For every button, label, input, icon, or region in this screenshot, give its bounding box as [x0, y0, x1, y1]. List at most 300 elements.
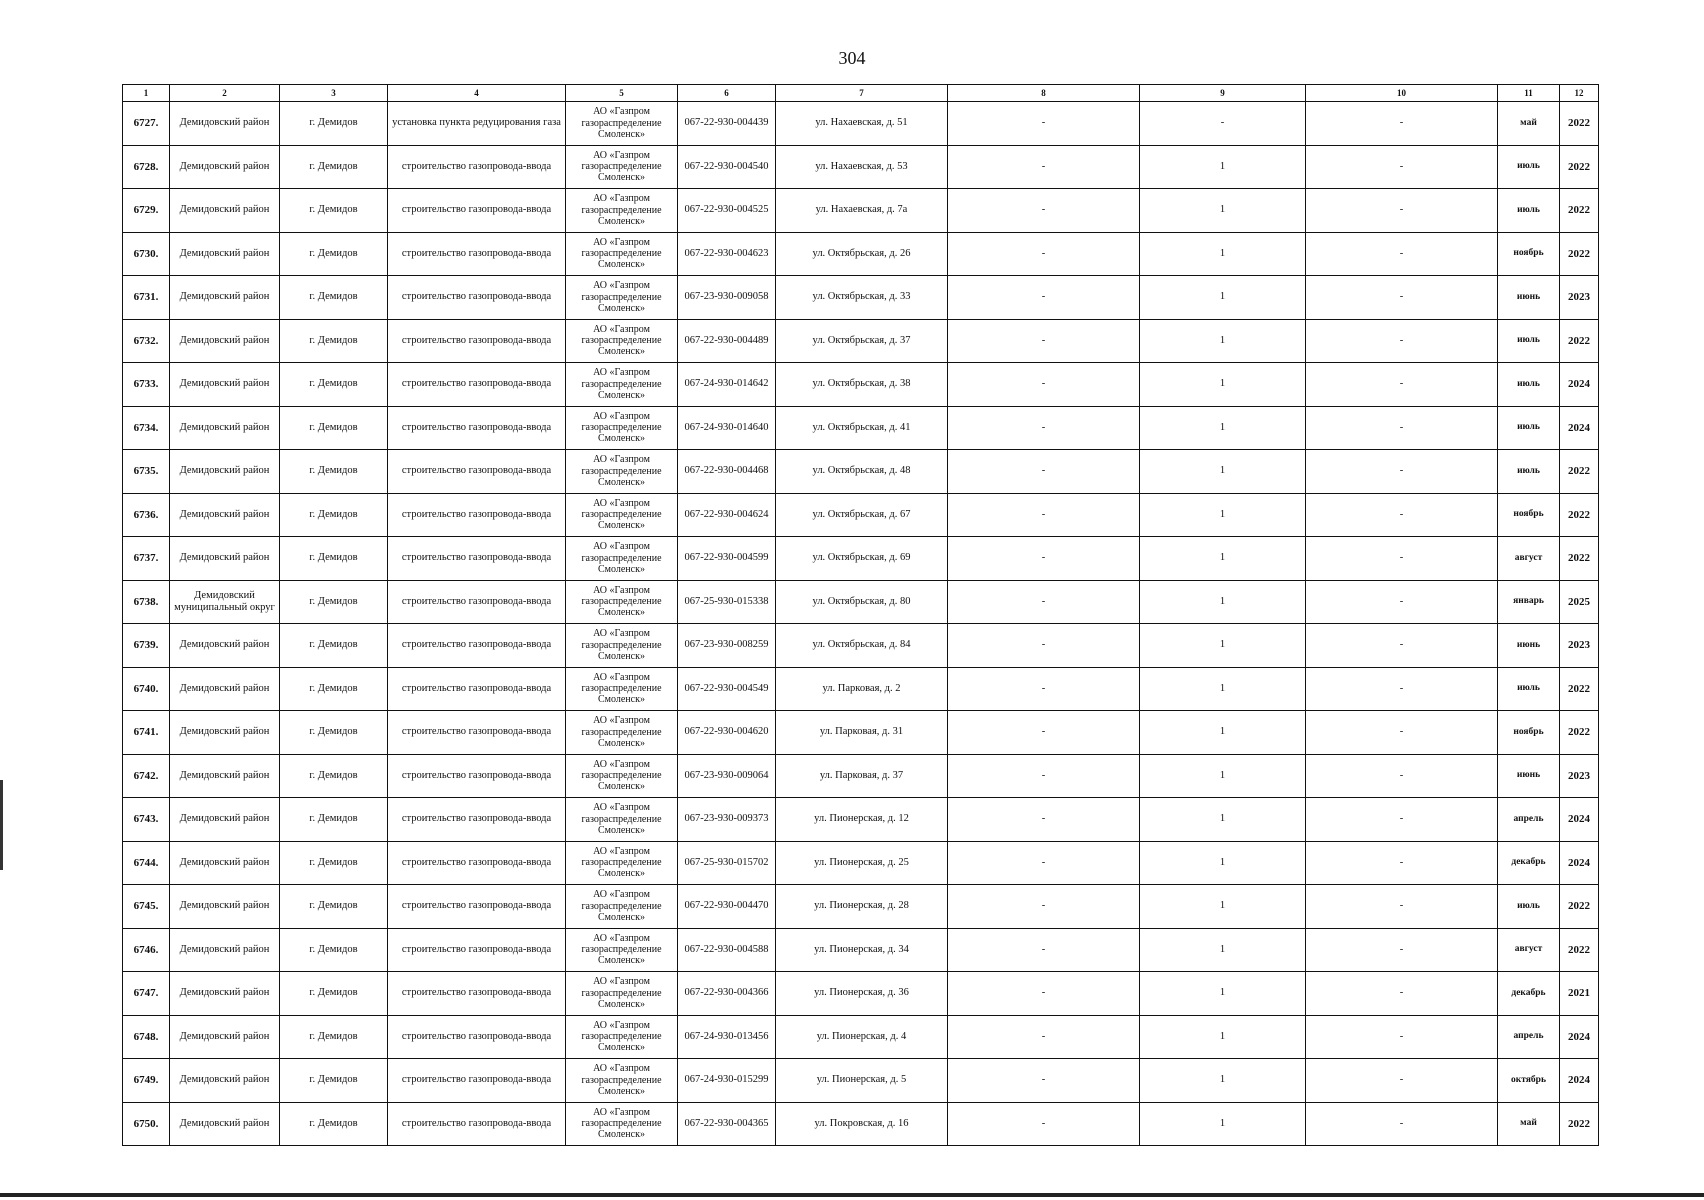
- address-cell: ул. Нахаевская, д. 53: [776, 145, 948, 189]
- district-cell: Демидовский район: [170, 885, 280, 929]
- row-number-cell: 6747.: [123, 972, 170, 1016]
- application-code-cell: 067-22-930-004540: [678, 145, 776, 189]
- column-9-value-cell: 1: [1140, 928, 1306, 972]
- month-cell: май: [1498, 102, 1560, 146]
- address-cell: ул. Пионерская, д. 28: [776, 885, 948, 929]
- column-header: 2: [170, 85, 280, 102]
- organization-cell: АО «Газпром газораспределение Смоленск»: [566, 450, 678, 494]
- work-type-cell: строительство газопровода-ввода: [388, 798, 566, 842]
- bottom-rule: [0, 1193, 1704, 1197]
- month-cell: апрель: [1498, 1015, 1560, 1059]
- work-type-cell: строительство газопровода-ввода: [388, 189, 566, 233]
- application-code-cell: 067-22-930-004366: [678, 972, 776, 1016]
- column-9-value-cell: 1: [1140, 406, 1306, 450]
- month-cell: июль: [1498, 319, 1560, 363]
- address-cell: ул. Парковая, д. 31: [776, 711, 948, 755]
- address-cell: ул. Октябрьская, д. 41: [776, 406, 948, 450]
- organization-cell: АО «Газпром газораспределение Смоленск»: [566, 885, 678, 929]
- application-code-cell: 067-22-930-004588: [678, 928, 776, 972]
- column-10-value-cell: -: [1306, 450, 1498, 494]
- row-number-cell: 6739.: [123, 624, 170, 668]
- table-row: [123, 363, 1599, 407]
- column-9-value-cell: 1: [1140, 885, 1306, 929]
- column-9-value-cell: 1: [1140, 711, 1306, 755]
- month-cell: август: [1498, 928, 1560, 972]
- year-cell: 2023: [1560, 754, 1599, 798]
- row-number-cell: 6736.: [123, 493, 170, 537]
- settlement-cell: г. Демидов: [280, 232, 388, 276]
- page-number: 304: [838, 48, 866, 68]
- column-8-value-cell: -: [948, 928, 1140, 972]
- work-type-cell: строительство газопровода-ввода: [388, 928, 566, 972]
- address-cell: ул. Пионерская, д. 36: [776, 972, 948, 1016]
- address-cell: ул. Октябрьская, д. 38: [776, 363, 948, 407]
- column-header: 12: [1560, 85, 1599, 102]
- column-10-value-cell: -: [1306, 798, 1498, 842]
- year-cell: 2022: [1560, 450, 1599, 494]
- column-9-value-cell: 1: [1140, 580, 1306, 624]
- settlement-cell: г. Демидов: [280, 189, 388, 233]
- row-number-cell: 6733.: [123, 363, 170, 407]
- work-type-cell: строительство газопровода-ввода: [388, 276, 566, 320]
- application-code-cell: 067-22-930-004525: [678, 189, 776, 233]
- application-code-cell: 067-24-930-014640: [678, 406, 776, 450]
- organization-cell: АО «Газпром газораспределение Смоленск»: [566, 145, 678, 189]
- district-cell: Демидовский район: [170, 319, 280, 363]
- organization-cell: АО «Газпром газораспределение Смоленск»: [566, 102, 678, 146]
- table-row: [123, 711, 1599, 755]
- year-cell: 2023: [1560, 276, 1599, 320]
- organization-cell: АО «Газпром газораспределение Смоленск»: [566, 363, 678, 407]
- column-10-value-cell: -: [1306, 624, 1498, 668]
- column-10-value-cell: -: [1306, 754, 1498, 798]
- column-10-value-cell: -: [1306, 885, 1498, 929]
- work-type-cell: строительство газопровода-ввода: [388, 754, 566, 798]
- column-header: 1: [123, 85, 170, 102]
- column-9-value-cell: 1: [1140, 972, 1306, 1016]
- row-number-cell: 6735.: [123, 450, 170, 494]
- organization-cell: АО «Газпром газораспределение Смоленск»: [566, 1102, 678, 1146]
- table-row: [123, 928, 1599, 972]
- column-8-value-cell: -: [948, 972, 1140, 1016]
- month-cell: июль: [1498, 406, 1560, 450]
- application-code-cell: 067-22-930-004620: [678, 711, 776, 755]
- column-10-value-cell: -: [1306, 406, 1498, 450]
- settlement-cell: г. Демидов: [280, 363, 388, 407]
- work-type-cell: строительство газопровода-ввода: [388, 363, 566, 407]
- year-cell: 2024: [1560, 798, 1599, 842]
- month-cell: июнь: [1498, 754, 1560, 798]
- scan-margin-mark: [0, 780, 3, 870]
- settlement-cell: г. Демидов: [280, 406, 388, 450]
- table-row: [123, 450, 1599, 494]
- table-row: [123, 580, 1599, 624]
- row-number-cell: 6745.: [123, 885, 170, 929]
- month-cell: июль: [1498, 145, 1560, 189]
- table-row: [123, 624, 1599, 668]
- organization-cell: АО «Газпром газораспределение Смоленск»: [566, 493, 678, 537]
- application-code-cell: 067-23-930-009064: [678, 754, 776, 798]
- column-header: 8: [948, 85, 1140, 102]
- column-9-value-cell: 1: [1140, 1059, 1306, 1103]
- address-cell: ул. Парковая, д. 37: [776, 754, 948, 798]
- year-cell: 2022: [1560, 537, 1599, 581]
- organization-cell: АО «Газпром газораспределение Смоленск»: [566, 189, 678, 233]
- settlement-cell: г. Демидов: [280, 841, 388, 885]
- column-header: 11: [1498, 85, 1560, 102]
- column-header: 4: [388, 85, 566, 102]
- table-row: [123, 189, 1599, 233]
- row-number-cell: 6732.: [123, 319, 170, 363]
- table-row: [123, 406, 1599, 450]
- application-code-cell: 067-22-930-004599: [678, 537, 776, 581]
- table-row: [123, 102, 1599, 146]
- month-cell: июнь: [1498, 276, 1560, 320]
- settlement-cell: г. Демидов: [280, 580, 388, 624]
- organization-cell: АО «Газпром газораспределение Смоленск»: [566, 1059, 678, 1103]
- column-8-value-cell: -: [948, 1015, 1140, 1059]
- table-row: [123, 537, 1599, 581]
- work-type-cell: строительство газопровода-ввода: [388, 145, 566, 189]
- address-cell: ул. Октябрьская, д. 26: [776, 232, 948, 276]
- column-8-value-cell: -: [948, 406, 1140, 450]
- organization-cell: АО «Газпром газораспределение Смоленск»: [566, 276, 678, 320]
- column-9-value-cell: 1: [1140, 754, 1306, 798]
- column-9-value-cell: 1: [1140, 363, 1306, 407]
- organization-cell: АО «Газпром газораспределение Смоленск»: [566, 798, 678, 842]
- column-9-value-cell: 1: [1140, 1015, 1306, 1059]
- district-cell: Демидовский район: [170, 189, 280, 233]
- column-9-value-cell: 1: [1140, 189, 1306, 233]
- application-code-cell: 067-24-930-015299: [678, 1059, 776, 1103]
- column-10-value-cell: -: [1306, 189, 1498, 233]
- column-8-value-cell: -: [948, 798, 1140, 842]
- year-cell: 2022: [1560, 319, 1599, 363]
- column-8-value-cell: -: [948, 319, 1140, 363]
- organization-cell: АО «Газпром газораспределение Смоленск»: [566, 972, 678, 1016]
- settlement-cell: г. Демидов: [280, 1102, 388, 1146]
- settlement-cell: г. Демидов: [280, 1059, 388, 1103]
- application-code-cell: 067-22-930-004470: [678, 885, 776, 929]
- row-number-cell: 6749.: [123, 1059, 170, 1103]
- district-cell: Демидовский район: [170, 754, 280, 798]
- year-cell: 2024: [1560, 363, 1599, 407]
- row-number-cell: 6731.: [123, 276, 170, 320]
- column-8-value-cell: -: [948, 841, 1140, 885]
- work-type-cell: строительство газопровода-ввода: [388, 972, 566, 1016]
- district-cell: Демидовский район: [170, 841, 280, 885]
- column-9-value-cell: 1: [1140, 667, 1306, 711]
- month-cell: октябрь: [1498, 1059, 1560, 1103]
- month-cell: июль: [1498, 667, 1560, 711]
- organization-cell: АО «Газпром газораспределение Смоленск»: [566, 406, 678, 450]
- application-code-cell: 067-22-930-004365: [678, 1102, 776, 1146]
- row-number-cell: 6729.: [123, 189, 170, 233]
- organization-cell: АО «Газпром газораспределение Смоленск»: [566, 667, 678, 711]
- column-10-value-cell: -: [1306, 145, 1498, 189]
- table-row: [123, 798, 1599, 842]
- district-cell: Демидовский район: [170, 493, 280, 537]
- application-code-cell: 067-24-930-014642: [678, 363, 776, 407]
- row-number-cell: 6737.: [123, 537, 170, 581]
- address-cell: ул. Пионерская, д. 12: [776, 798, 948, 842]
- table-row: [123, 841, 1599, 885]
- year-cell: 2024: [1560, 406, 1599, 450]
- table-row: [123, 885, 1599, 929]
- address-cell: ул. Пионерская, д. 5: [776, 1059, 948, 1103]
- address-cell: ул. Октябрьская, д. 84: [776, 624, 948, 668]
- district-cell: Демидовский район: [170, 406, 280, 450]
- column-header: 6: [678, 85, 776, 102]
- district-cell: Демидовский район: [170, 276, 280, 320]
- row-number-cell: 6743.: [123, 798, 170, 842]
- year-cell: 2025: [1560, 580, 1599, 624]
- column-header: 10: [1306, 85, 1498, 102]
- district-cell: Демидовский район: [170, 928, 280, 972]
- column-9-value-cell: 1: [1140, 450, 1306, 494]
- year-cell: 2022: [1560, 928, 1599, 972]
- table-row: [123, 319, 1599, 363]
- organization-cell: АО «Газпром газораспределение Смоленск»: [566, 711, 678, 755]
- row-number-cell: 6742.: [123, 754, 170, 798]
- column-8-value-cell: -: [948, 624, 1140, 668]
- table-body: [123, 102, 1599, 1146]
- column-8-value-cell: -: [948, 363, 1140, 407]
- year-cell: 2022: [1560, 711, 1599, 755]
- month-cell: январь: [1498, 580, 1560, 624]
- row-number-cell: 6746.: [123, 928, 170, 972]
- year-cell: 2024: [1560, 1059, 1599, 1103]
- row-number-cell: 6744.: [123, 841, 170, 885]
- row-number-cell: 6727.: [123, 102, 170, 146]
- year-cell: 2023: [1560, 624, 1599, 668]
- column-10-value-cell: -: [1306, 1059, 1498, 1103]
- address-cell: ул. Октябрьская, д. 67: [776, 493, 948, 537]
- organization-cell: АО «Газпром газораспределение Смоленск»: [566, 841, 678, 885]
- work-type-cell: строительство газопровода-ввода: [388, 711, 566, 755]
- column-9-value-cell: 1: [1140, 493, 1306, 537]
- settlement-cell: г. Демидов: [280, 798, 388, 842]
- month-cell: июль: [1498, 450, 1560, 494]
- column-header: 3: [280, 85, 388, 102]
- column-8-value-cell: -: [948, 493, 1140, 537]
- application-code-cell: 067-23-930-009058: [678, 276, 776, 320]
- column-9-value-cell: -: [1140, 102, 1306, 146]
- row-number-cell: 6734.: [123, 406, 170, 450]
- district-cell: Демидовский район: [170, 711, 280, 755]
- column-9-value-cell: 1: [1140, 232, 1306, 276]
- column-10-value-cell: -: [1306, 972, 1498, 1016]
- column-10-value-cell: -: [1306, 102, 1498, 146]
- table-row: [123, 1059, 1599, 1103]
- column-10-value-cell: -: [1306, 319, 1498, 363]
- district-cell: Демидовский район: [170, 1102, 280, 1146]
- address-cell: ул. Пионерская, д. 25: [776, 841, 948, 885]
- column-10-value-cell: -: [1306, 1102, 1498, 1146]
- district-cell: Демидовский район: [170, 667, 280, 711]
- column-10-value-cell: -: [1306, 493, 1498, 537]
- district-cell: Демидовский район: [170, 363, 280, 407]
- row-number-cell: 6738.: [123, 580, 170, 624]
- table-row: [123, 1015, 1599, 1059]
- month-cell: декабрь: [1498, 972, 1560, 1016]
- district-cell: Демидовский район: [170, 102, 280, 146]
- organization-cell: АО «Газпром газораспределение Смоленск»: [566, 928, 678, 972]
- year-cell: 2022: [1560, 493, 1599, 537]
- work-type-cell: строительство газопровода-ввода: [388, 1059, 566, 1103]
- settlement-cell: г. Демидов: [280, 972, 388, 1016]
- settlement-cell: г. Демидов: [280, 102, 388, 146]
- district-cell: Демидовский район: [170, 972, 280, 1016]
- column-10-value-cell: -: [1306, 841, 1498, 885]
- column-10-value-cell: -: [1306, 276, 1498, 320]
- column-8-value-cell: -: [948, 1102, 1140, 1146]
- column-9-value-cell: 1: [1140, 1102, 1306, 1146]
- column-8-value-cell: -: [948, 711, 1140, 755]
- application-code-cell: 067-22-930-004549: [678, 667, 776, 711]
- work-type-cell: строительство газопровода-ввода: [388, 319, 566, 363]
- work-type-cell: строительство газопровода-ввода: [388, 667, 566, 711]
- settlement-cell: г. Демидов: [280, 319, 388, 363]
- table-row: [123, 667, 1599, 711]
- month-cell: июль: [1498, 885, 1560, 929]
- work-type-cell: строительство газопровода-ввода: [388, 885, 566, 929]
- work-type-cell: строительство газопровода-ввода: [388, 580, 566, 624]
- year-cell: 2024: [1560, 841, 1599, 885]
- work-type-cell: строительство газопровода-ввода: [388, 537, 566, 581]
- column-header: 9: [1140, 85, 1306, 102]
- application-code-cell: 067-23-930-008259: [678, 624, 776, 668]
- column-10-value-cell: -: [1306, 580, 1498, 624]
- address-cell: ул. Октябрьская, д. 69: [776, 537, 948, 581]
- address-cell: ул. Октябрьская, д. 37: [776, 319, 948, 363]
- district-cell: Демидовский район: [170, 798, 280, 842]
- register-table: [122, 84, 1599, 1146]
- work-type-cell: строительство газопровода-ввода: [388, 450, 566, 494]
- settlement-cell: г. Демидов: [280, 493, 388, 537]
- column-8-value-cell: -: [948, 232, 1140, 276]
- application-code-cell: 067-25-930-015702: [678, 841, 776, 885]
- column-8-value-cell: -: [948, 102, 1140, 146]
- organization-cell: АО «Газпром газораспределение Смоленск»: [566, 580, 678, 624]
- column-10-value-cell: -: [1306, 667, 1498, 711]
- month-cell: ноябрь: [1498, 232, 1560, 276]
- organization-cell: АО «Газпром газораспределение Смоленск»: [566, 537, 678, 581]
- work-type-cell: строительство газопровода-ввода: [388, 841, 566, 885]
- table-row: [123, 493, 1599, 537]
- settlement-cell: г. Демидов: [280, 754, 388, 798]
- row-number-cell: 6750.: [123, 1102, 170, 1146]
- district-cell: Демидовский район: [170, 1015, 280, 1059]
- month-cell: май: [1498, 1102, 1560, 1146]
- column-8-value-cell: -: [948, 450, 1140, 494]
- column-10-value-cell: -: [1306, 232, 1498, 276]
- application-code-cell: 067-25-930-015338: [678, 580, 776, 624]
- work-type-cell: строительство газопровода-ввода: [388, 1015, 566, 1059]
- month-cell: ноябрь: [1498, 711, 1560, 755]
- table-row: [123, 1102, 1599, 1146]
- address-cell: ул. Октябрьская, д. 80: [776, 580, 948, 624]
- settlement-cell: г. Демидов: [280, 624, 388, 668]
- row-number-cell: 6730.: [123, 232, 170, 276]
- column-8-value-cell: -: [948, 189, 1140, 233]
- settlement-cell: г. Демидов: [280, 537, 388, 581]
- district-cell: Демидовский район: [170, 232, 280, 276]
- column-8-value-cell: -: [948, 1059, 1140, 1103]
- address-cell: ул. Нахаевская, д. 51: [776, 102, 948, 146]
- district-cell: Демидовский район: [170, 624, 280, 668]
- row-number-cell: 6740.: [123, 667, 170, 711]
- month-cell: июнь: [1498, 624, 1560, 668]
- column-9-value-cell: 1: [1140, 841, 1306, 885]
- settlement-cell: г. Демидов: [280, 885, 388, 929]
- column-10-value-cell: -: [1306, 711, 1498, 755]
- column-8-value-cell: -: [948, 145, 1140, 189]
- month-cell: июль: [1498, 189, 1560, 233]
- organization-cell: АО «Газпром газораспределение Смоленск»: [566, 319, 678, 363]
- address-cell: ул. Парковая, д. 2: [776, 667, 948, 711]
- column-8-value-cell: -: [948, 754, 1140, 798]
- organization-cell: АО «Газпром газораспределение Смоленск»: [566, 1015, 678, 1059]
- month-cell: ноябрь: [1498, 493, 1560, 537]
- column-8-value-cell: -: [948, 537, 1140, 581]
- application-code-cell: 067-22-930-004489: [678, 319, 776, 363]
- organization-cell: АО «Газпром газораспределение Смоленск»: [566, 232, 678, 276]
- application-code-cell: 067-22-930-004623: [678, 232, 776, 276]
- settlement-cell: г. Демидов: [280, 450, 388, 494]
- district-cell: Демидовский район: [170, 450, 280, 494]
- district-cell: Демидовский район: [170, 1059, 280, 1103]
- settlement-cell: г. Демидов: [280, 667, 388, 711]
- column-header: 7: [776, 85, 948, 102]
- application-code-cell: 067-22-930-004624: [678, 493, 776, 537]
- application-code-cell: 067-24-930-013456: [678, 1015, 776, 1059]
- table-row: [123, 754, 1599, 798]
- district-cell: Демидовский муниципальный округ: [170, 580, 280, 624]
- district-cell: Демидовский район: [170, 145, 280, 189]
- row-number-cell: 6728.: [123, 145, 170, 189]
- year-cell: 2022: [1560, 102, 1599, 146]
- application-code-cell: 067-22-930-004439: [678, 102, 776, 146]
- settlement-cell: г. Демидов: [280, 145, 388, 189]
- column-9-value-cell: 1: [1140, 276, 1306, 320]
- year-cell: 2021: [1560, 972, 1599, 1016]
- work-type-cell: строительство газопровода-ввода: [388, 624, 566, 668]
- address-cell: ул. Пионерская, д. 4: [776, 1015, 948, 1059]
- year-cell: 2024: [1560, 1015, 1599, 1059]
- work-type-cell: строительство газопровода-ввода: [388, 493, 566, 537]
- column-9-value-cell: 1: [1140, 145, 1306, 189]
- column-8-value-cell: -: [948, 885, 1140, 929]
- work-type-cell: строительство газопровода-ввода: [388, 406, 566, 450]
- column-10-value-cell: -: [1306, 363, 1498, 407]
- year-cell: 2022: [1560, 885, 1599, 929]
- month-cell: декабрь: [1498, 841, 1560, 885]
- table-row: [123, 232, 1599, 276]
- address-cell: ул. Октябрьская, д. 33: [776, 276, 948, 320]
- column-8-value-cell: -: [948, 580, 1140, 624]
- application-code-cell: 067-23-930-009373: [678, 798, 776, 842]
- year-cell: 2022: [1560, 232, 1599, 276]
- column-8-value-cell: -: [948, 667, 1140, 711]
- column-9-value-cell: 1: [1140, 624, 1306, 668]
- table-row: [123, 145, 1599, 189]
- organization-cell: АО «Газпром газораспределение Смоленск»: [566, 624, 678, 668]
- row-number-cell: 6741.: [123, 711, 170, 755]
- column-number-row: [123, 85, 1599, 102]
- column-9-value-cell: 1: [1140, 798, 1306, 842]
- row-number-cell: 6748.: [123, 1015, 170, 1059]
